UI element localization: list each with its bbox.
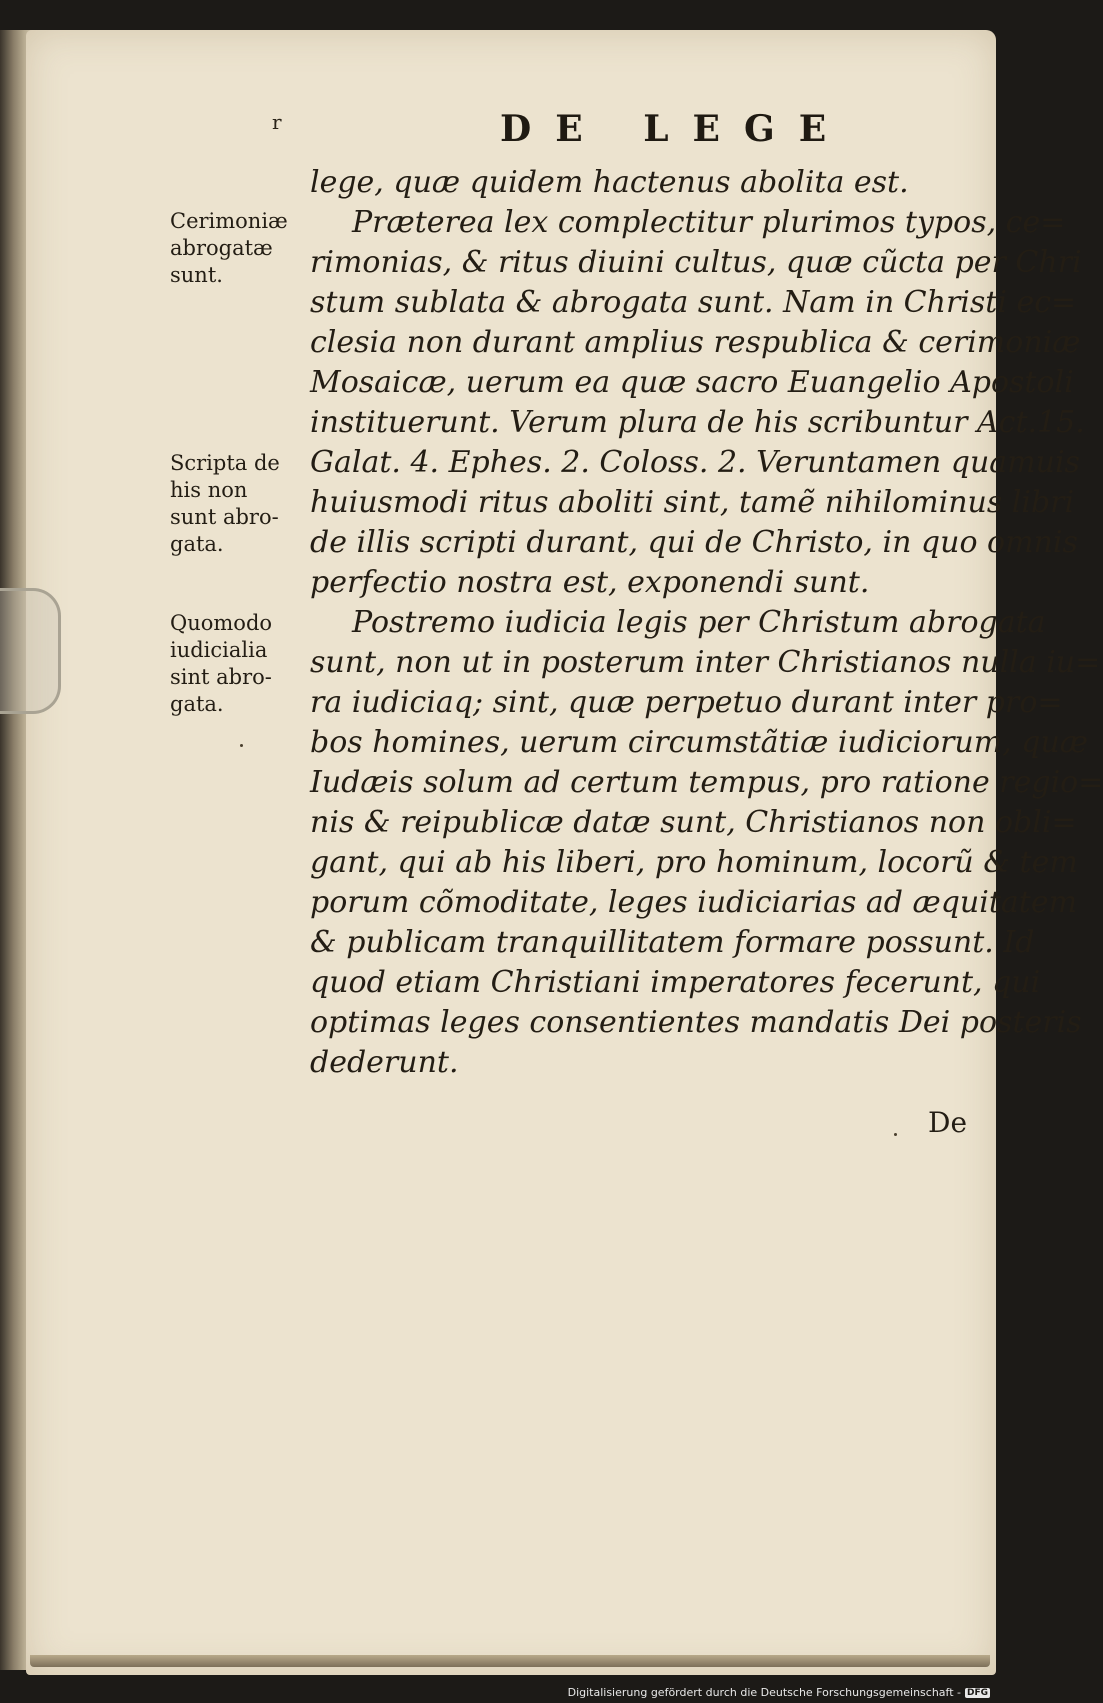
body-line: de illis scripti durant, qui de Christo, in quo omnis — [310, 525, 1078, 560]
credit-text: Digitalisierung gefördert durch die Deutsche Forschungsgemeinschaft - — [567, 1686, 961, 1699]
body-line: stum sublata & abrogata sunt. Nam in Christi ec= — [310, 285, 1077, 320]
catchword: De — [928, 1106, 968, 1139]
body-line: Mosaicæ, uerum ea quæ sacro Euangelio Apostoli — [310, 365, 1074, 400]
margin-note-cerimoniae — [170, 208, 310, 289]
dfg-logo: DFG — [966, 1687, 988, 1698]
body-text — [310, 163, 1103, 1083]
body-line: porum cõmoditate, leges iudiciarias ad æquitatem — [310, 885, 1078, 920]
margin-note-line: sunt. — [170, 263, 223, 287]
margin-note-line: iudicialia — [170, 638, 268, 662]
body-line: & publicam tranquillitatem formare possunt. Id — [310, 925, 1035, 960]
body-line: ra iudiciaq; sint, quæ perpetuo durant inter pro= — [310, 685, 1063, 720]
page-mark: r — [272, 110, 282, 134]
body-line: dederunt. — [310, 1045, 459, 1080]
margin-note-line: his non — [170, 478, 248, 502]
clip-shadow — [0, 588, 61, 714]
ink-speck — [240, 744, 243, 747]
margin-note-line: Scripta de — [170, 451, 280, 475]
body-line: rimonias, & ritus diuini cultus, quæ cũcta per Chri — [310, 245, 1082, 280]
body-line: lege, quæ quidem hactenus abolita est. — [310, 165, 909, 200]
body-line: Galat. 4. Ephes. 2. Coloss. 2. Veruntamen quamuis — [310, 445, 1080, 480]
margin-note-quomodo — [170, 610, 310, 718]
margin-note-line: sunt abro- — [170, 505, 279, 529]
page-edge — [30, 1655, 990, 1667]
margin-note-line: Cerimoniæ — [170, 209, 288, 233]
running-head: DE LEGE — [500, 108, 851, 150]
body-line: perfectio nostra est, exponendi sunt. — [310, 565, 870, 600]
digitization-credit — [568, 1686, 990, 1699]
body-line: Iudæis solum ad certum tempus, pro ratione regio= — [310, 765, 1103, 800]
body-line: sunt, non ut in posterum inter Christianos nulla iu= — [310, 645, 1101, 680]
margin-note-line: Quomodo — [170, 611, 273, 635]
margin-note-line: abrogatæ — [170, 236, 273, 260]
body-line: bos homines, uerum circumstãtiæ iudiciorum, quæ — [310, 725, 1088, 760]
body-line: nis & reipublicæ datæ sunt, Christianos non obli= — [310, 805, 1077, 840]
body-line: instituerunt. Verum plura de his scribuntur Act.15. — [310, 405, 1085, 440]
margin-note-line: sint abro- — [170, 665, 272, 689]
body-line: Postremo iudicia legis per Christum abrogata — [352, 605, 1046, 640]
body-line: gant, qui ab his liberi, pro hominum, locorũ & tem — [310, 845, 1078, 880]
body-line: huiusmodi ritus aboliti sint, tamẽ nihilominus libri — [310, 485, 1075, 520]
body-line: quod etiam Christiani imperatores fecerunt, qui — [310, 965, 1041, 1000]
margin-note-scripta — [170, 450, 310, 558]
margin-note-line: gata. — [170, 692, 224, 716]
body-line: Præterea lex complectitur plurimos typos, ce= — [352, 205, 1066, 240]
body-line: clesia non durant amplius respublica & cerimoniæ — [310, 325, 1081, 360]
margin-note-line: gata. — [170, 532, 224, 556]
body-line: optimas leges consentientes mandatis Dei posteris — [310, 1005, 1082, 1040]
ink-speck — [894, 1133, 897, 1136]
